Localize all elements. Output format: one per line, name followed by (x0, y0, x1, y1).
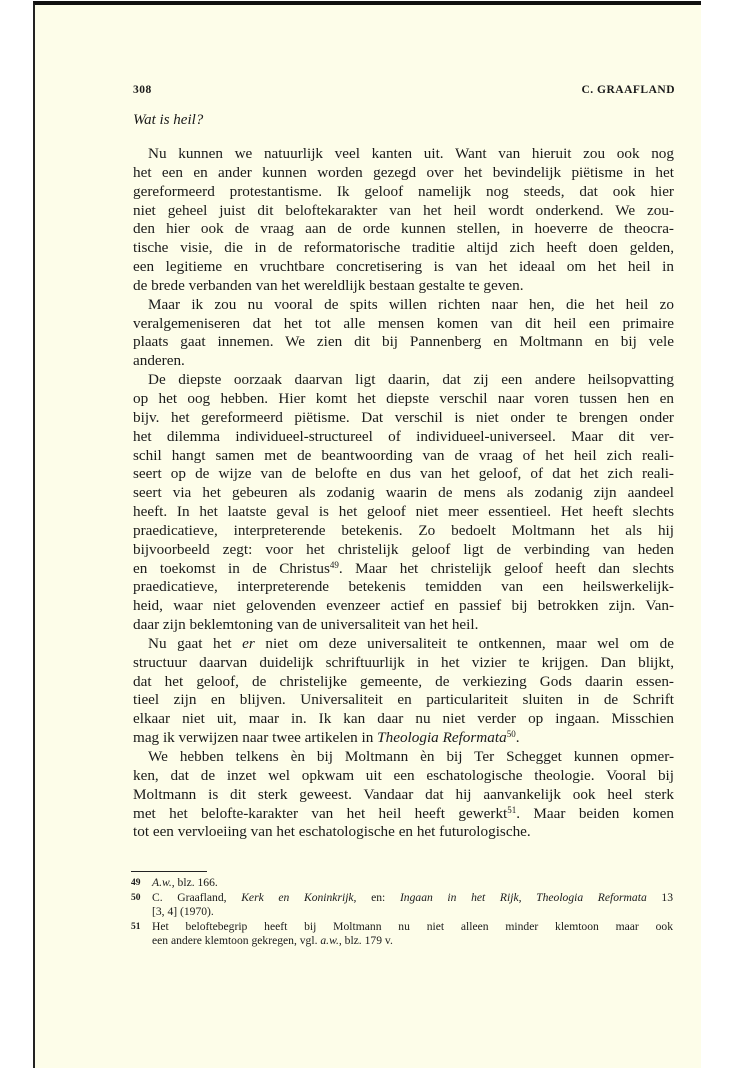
text-run: Het beloftebegrip heeft bij Moltmann nu niet alleen minder klemtoon maar ook (152, 919, 673, 933)
text-run: den hier ook de vraag aan de orde kunnen stellen, in hoeverre de theocra- (133, 220, 674, 238)
footnote (131, 891, 673, 920)
text-run: . (515, 729, 520, 747)
footnote (131, 876, 673, 891)
footnote-line (152, 934, 673, 949)
text-run: Nu gaat het (148, 634, 243, 652)
text-line (133, 805, 674, 824)
text-line (133, 164, 674, 183)
text-line (133, 145, 674, 164)
text-line (133, 673, 674, 692)
text-run: mag ik verwijzen naar twee artikelen in (133, 729, 378, 747)
text-run: seert via het gebeuren als zodanig waarin de mens als zodanig zijn aandeel (133, 484, 674, 502)
text-run: en toekomst in de Christus (133, 559, 330, 577)
text-line (133, 315, 674, 334)
footnote (131, 920, 673, 949)
text-run: Theologia Reformata (377, 729, 507, 747)
text-line (133, 409, 674, 428)
running-head-author: C. GRAAFLAND (581, 84, 675, 96)
text-run: De diepste oorzaak daarvan ligt daarin, dat zij een andere heilsopvatting (148, 371, 674, 389)
text-run: C. Graafland, (152, 890, 242, 904)
text-run: Maar ik zou nu vooral de spits willen richten naar hen, die het heil zo (148, 295, 674, 313)
text-run: structuur daarvan duidelijk schriftuurlijk in het vizier te krijgen. Dan blijkt, (133, 653, 674, 671)
text-run: bijv. het gereformeerd piëtisme. Dat verschil is niet onder te brengen onder (133, 408, 674, 426)
text-line (133, 484, 674, 503)
text-run: Ingaan in het Rijk, Theologia Reformata (399, 890, 647, 904)
text-line (133, 522, 674, 541)
text-run: plaats gaat innemen. We zien dit bij Pannenberg en Moltmann en bij vele (133, 333, 674, 351)
text-line (133, 465, 674, 484)
footnote-line (152, 920, 673, 935)
text-line (133, 767, 674, 786)
text-run: het dilemma individueel-structureel of individueel-universeel. Maar dit ver- (133, 427, 674, 445)
text-run: niet om deze universaliteit te ontkennen, maar wel om de (254, 634, 674, 652)
text-line (133, 277, 674, 296)
text-line (133, 428, 674, 447)
footnote-line (152, 876, 673, 891)
text-run: praedicatieve, interpreterende betekenis. Zo bedoelt Moltmann het als hij (133, 521, 674, 539)
text-run: praedicatieve, interpreterende betekenis temidden van een heilswerkelijk- (133, 578, 674, 596)
text-run: het een en ander kunnen worden gezegd over het bevindelijk piëtisme in het (133, 163, 674, 181)
text-line (133, 654, 674, 673)
text-run: A.w., (152, 876, 175, 889)
footnote-number: 49 (131, 878, 141, 888)
text-run: seert op de wijze van de belofte en dus van het geloof, of dat het zich reali- (133, 465, 674, 483)
page-number: 308 (133, 84, 152, 96)
text-line (133, 616, 674, 635)
text-line (133, 823, 674, 842)
text-line (133, 333, 674, 352)
text-run: niet geheel juist dit beloftekarakter van het heil wordt onderkend. We zou- (133, 201, 674, 219)
text-run: tieel zijn en blijven. Universaliteit en particulariteit sluiten in de Schrift (133, 691, 674, 709)
text-line (133, 541, 674, 560)
text-line (133, 748, 674, 767)
text-run: . Maar het christelijk geloof heeft dan slechts (338, 559, 674, 577)
text-line (133, 578, 674, 597)
text-line (133, 202, 674, 221)
text-run: op het oog hebben. Hier komt het diepste verschil naar voren tussen hen en (133, 389, 674, 407)
footnote-line (152, 905, 673, 920)
text-run: met het belofte-karakter van het heil heeft gewerkt (133, 804, 508, 822)
footnotes (131, 876, 673, 949)
text-line (133, 352, 674, 371)
text-run: elkaar niet uit, maar in. Ik kan daar nu niet verder op ingaan. Misschien (133, 710, 674, 728)
text-run: heeft. In het laatste geval is het geloof niet meer essentieel. Het heeft slechts (133, 503, 674, 521)
section-heading: Wat is heil? (133, 112, 204, 128)
text-run: gereformeerd protestantisme. Ik geloof namelijk nog steeds, dat ook hier (133, 182, 674, 200)
text-run: daar zijn beklemtoning van de universaliteit van het heil. (133, 616, 479, 634)
text-run: Nu kunnen we natuurlijk veel kanten uit. Want van hieruit zou ook nog (148, 145, 674, 162)
text-run: er (242, 634, 255, 652)
text-run: blz. 166. (174, 876, 218, 889)
text-run: Kerk en Koninkrijk, (241, 890, 357, 904)
text-run: tische visie, die in de reformatorische traditie altijd zich heeft doen gelden, (133, 239, 674, 257)
text-line (133, 371, 674, 390)
text-line (133, 635, 674, 654)
text-run: [3, 4] (1970). (152, 905, 214, 918)
text-run: en: (356, 890, 400, 904)
text-run: anderen. (133, 352, 185, 370)
text-line (133, 729, 674, 748)
footnote-reference: 50 (506, 729, 516, 740)
text-line (133, 786, 674, 805)
text-run: a.w., (320, 934, 342, 947)
footnote-line (152, 891, 673, 906)
footnote-number: 51 (131, 921, 141, 932)
paragraph (133, 296, 674, 371)
text-run: veralgemeniseren dat het tot alle mensen komen van dit heil een primaire (133, 314, 674, 332)
paragraph (133, 635, 674, 748)
text-run: 13 (646, 890, 673, 904)
text-line (133, 503, 674, 522)
document-page (33, 1, 701, 1068)
footnote-rule (131, 871, 207, 872)
text-line (133, 447, 674, 466)
footnote-reference: 49 (329, 559, 339, 570)
text-run: heid, waar niet gelovenden evenzeer actief en passief bij betrokken zijn. Van- (133, 597, 674, 615)
footnote-number: 50 (131, 892, 141, 903)
text-run: tot een vervloeiing van het eschatologische en het futurologische. (133, 823, 531, 841)
text-line (133, 710, 674, 729)
text-line (133, 220, 674, 239)
text-line (133, 239, 674, 258)
text-run: ken, dat de inzet wel opkwam uit een eschatologische theologie. Vooral bij (133, 766, 674, 784)
text-line (133, 183, 674, 202)
text-line (133, 258, 674, 277)
text-line (133, 390, 674, 409)
text-run: . Maar beiden komen (516, 804, 674, 822)
text-run: een andere klemtoon gekregen, vgl. (152, 934, 321, 947)
text-run: de brede verbanden van het wereldlijk bestaan gestalte te geven. (133, 276, 524, 294)
text-line (133, 691, 674, 710)
text-line (133, 296, 674, 315)
text-run: schil hangt samen met de beantwoording van de vraag of het heil zich reali- (133, 446, 674, 464)
paragraph (133, 748, 674, 842)
body-text (133, 145, 674, 842)
text-run: dat het geloof, de christelijke gemeente, de verkiezing Gods daarin essen- (133, 672, 674, 690)
text-run: We hebben telkens èn bij Moltmann èn bij Ter Schegget kunnen opmer- (148, 748, 674, 765)
text-line (133, 560, 674, 579)
text-run: een legitieme en vruchtbare concretisering is van het ideaal om het heil in (133, 258, 674, 276)
footnote-reference: 51 (507, 804, 517, 815)
text-line (133, 597, 674, 616)
text-run: bijvoorbeeld zegt: voor het christelijk geloof ligt de verbinding van heden (133, 540, 674, 558)
paragraph (133, 371, 674, 635)
paragraph (133, 145, 674, 296)
text-run: Moltmann is dit sterk geweest. Vandaar dat hij aanvankelijk ook heel sterk (133, 785, 674, 803)
text-run: blz. 179 v. (341, 934, 393, 947)
